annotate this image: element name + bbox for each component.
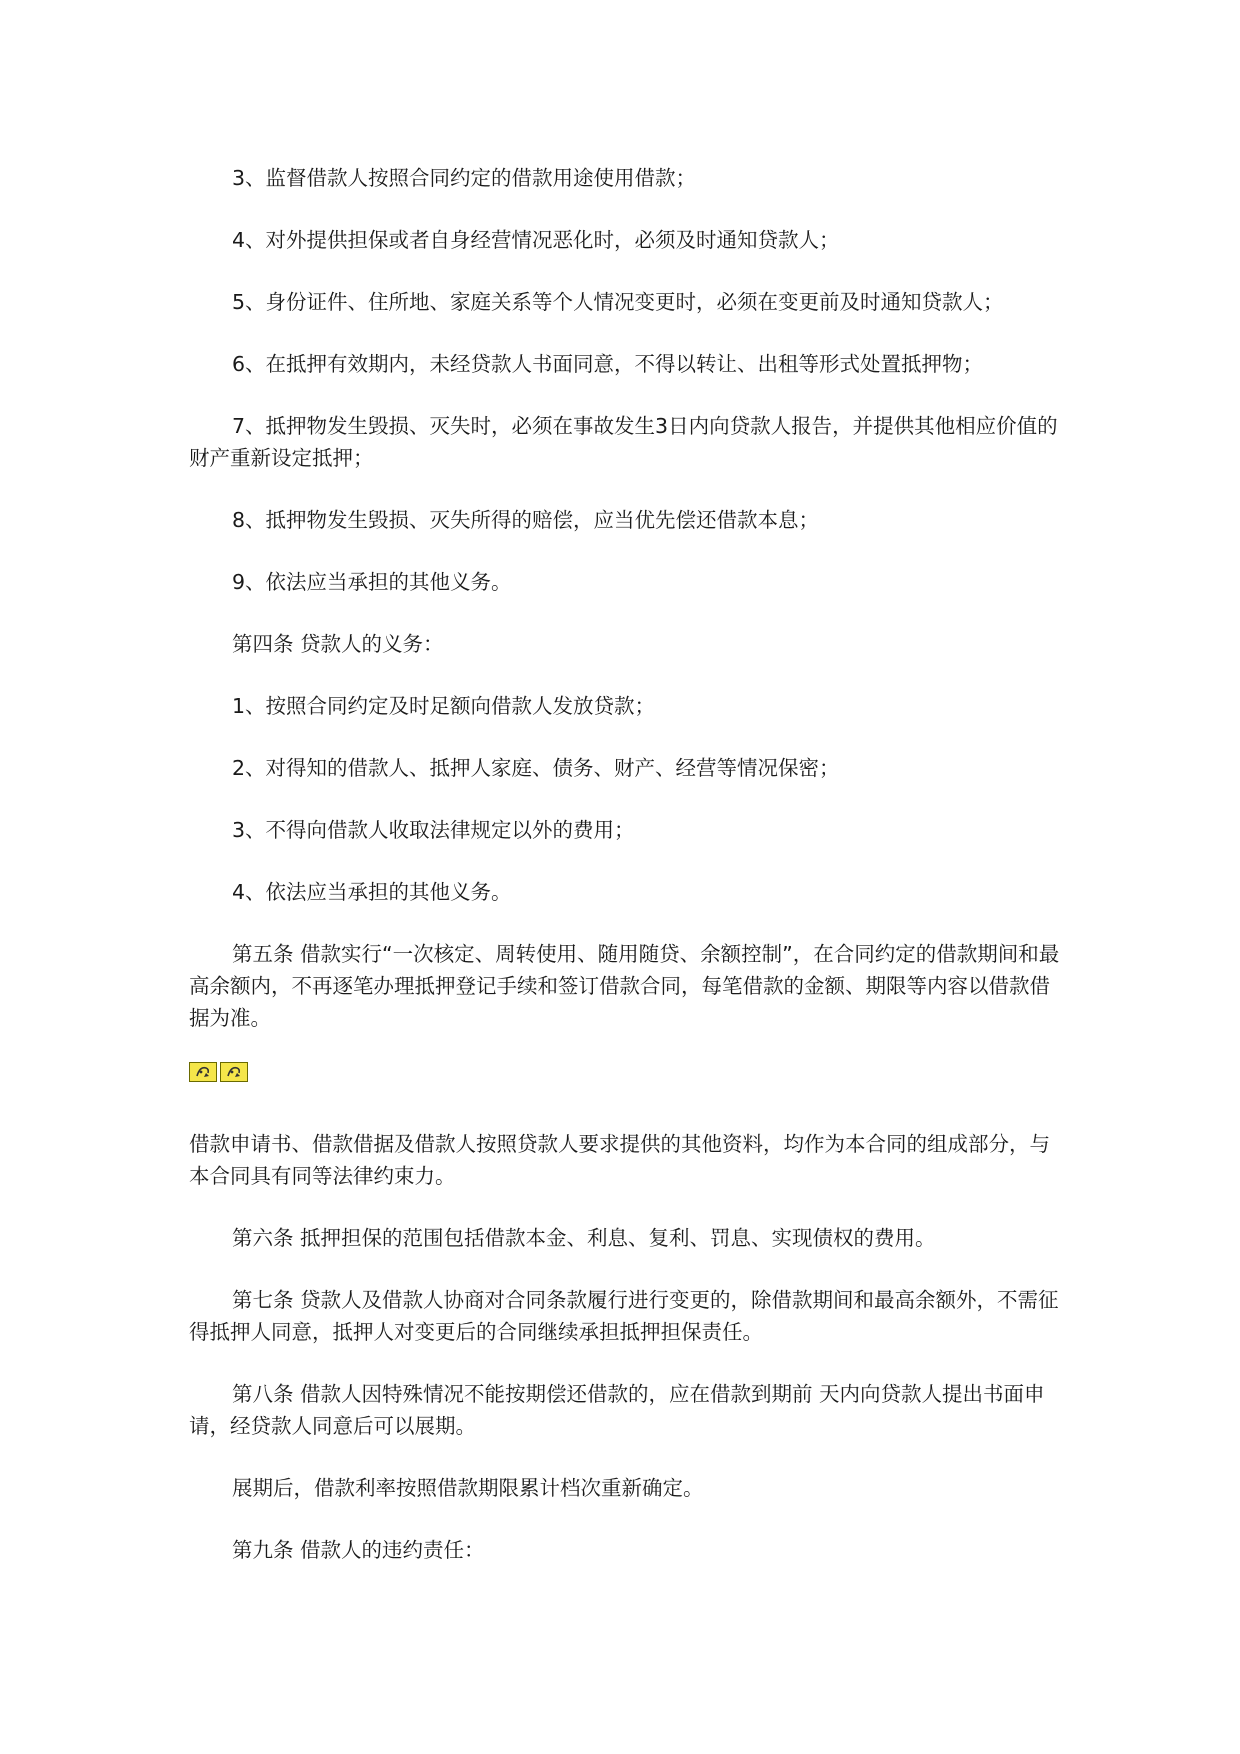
article-5-paragraph: 第五条 借款实行“一次核定、周转使用、随用随贷、余额控制”，在合同约定的借款期间和最高余额内，不再逐笔办理抵押登记手续和签订借款合同，每笔借款的金额、期限等内容以借款借据为准。 — [189, 942, 1060, 1030]
paragraph-obligation-4: 4、对外提供担保或者自身经营情况恶化时，必须及时通知贷款人； — [232, 228, 840, 252]
paragraph-lender-duty-2: 2、对得知的借款人、抵押人家庭、债务、财产、经营等情况保密； — [232, 756, 840, 780]
article-6-paragraph: 第六条 抵押担保的范围包括借款本金、利息、复利、罚息、实现债权的费用。 — [232, 1226, 936, 1250]
placeholder-image-icon — [189, 1062, 217, 1082]
article-9-heading: 第九条 借款人的违约责任： — [232, 1538, 485, 1562]
paragraph-obligation-5: 5、身份证件、住所地、家庭关系等个人情况变更时，必须在变更前及时通知贷款人； — [232, 290, 1004, 314]
paragraph-lender-duty-4: 4、依法应当承担的其他义务。 — [232, 880, 512, 904]
article-8-paragraph: 第八条 借款人因特殊情况不能按期偿还借款的，应在借款到期前 天内向贷款人提出书面申请，经贷款人同意后可以展期。 — [189, 1382, 1045, 1438]
paragraph-supporting-documents: 借款申请书、借款借据及借款人按照贷款人要求提供的其他资料，均作为本合同的组成部分，与本合同具有同等法律约束力。 — [189, 1132, 1050, 1188]
article-7-paragraph: 第七条 贷款人及借款人协商对合同条款履行进行变更的，除借款期间和最高余额外，不需征得抵押人同意，抵押人对变更后的合同继续承担抵押担保责任。 — [189, 1288, 1059, 1344]
paragraph-lender-duty-3: 3、不得向借款人收取法律规定以外的费用； — [232, 818, 635, 842]
article-4-heading: 第四条 贷款人的义务： — [232, 632, 444, 656]
paragraph-obligation-9: 9、依法应当承担的其他义务。 — [232, 570, 512, 594]
embedded-object-icons — [189, 1062, 248, 1082]
paragraph-lender-duty-1: 1、按照合同约定及时足额向借款人发放贷款； — [232, 694, 656, 718]
paragraph-obligation-6: 6、在抵押有效期内，未经贷款人书面同意，不得以转让、出租等形式处置抵押物； — [232, 352, 984, 376]
paragraph-obligation-8: 8、抵押物发生毁损、灭失所得的赔偿，应当优先偿还借款本息； — [232, 508, 820, 532]
paragraph-extension-rate: 展期后，借款利率按照借款期限累计档次重新确定。 — [232, 1476, 704, 1500]
placeholder-image-icon — [220, 1062, 248, 1082]
paragraph-obligation-7: 7、抵押物发生毁损、灭失时，必须在事故发生3日内向贷款人报告，并提供其他相应价值的财产重新设定抵押； — [189, 414, 1058, 470]
paragraph-obligation-3: 3、监督借款人按照合同约定的借款用途使用借款； — [232, 166, 697, 190]
